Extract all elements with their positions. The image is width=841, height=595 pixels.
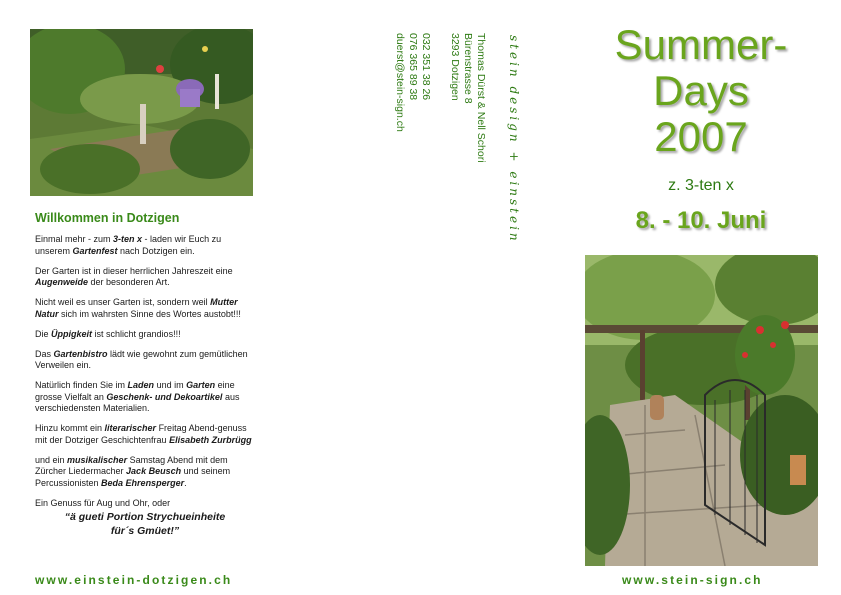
brand-script-vertical: stein design + einstein <box>507 35 521 244</box>
event-dates: 8. - 10. Juni <box>635 207 767 234</box>
paragraph-friday: Hinzu kommt ein literarischer Freitag Abend-genuss mit der Dotziger Geschichtenfrau Elisabeth Zurbrügg <box>35 423 252 445</box>
contact-name: Thomas Dürst & Nell Schori <box>475 33 487 163</box>
paragraph-bistro: Das Gartenbistro lädt wie gewohnt zum gemütlichen Verweilen ein. <box>35 348 248 370</box>
paragraph-season: Der Garten ist in dieser herrlichen Jahreszeit eine Augenweide der besonderen Art. <box>35 265 233 287</box>
contact-email[interactable]: duerst@stein-sign.ch <box>394 33 406 132</box>
paragraph-nature: Nicht weil es unser Garten ist, sondern weil Mutter Natur sich im wahrsten Sinne des Wortes austobt!!! <box>35 297 241 319</box>
quote-line-2: für´s Gmüet!” <box>110 525 180 537</box>
garden-photo-left <box>30 29 253 196</box>
paragraph-lushness: Die Üppigkeit ist schlicht grandios!!! <box>35 328 181 339</box>
website-link-einstein[interactable]: www.einstein-dotzigen.ch <box>35 573 233 587</box>
title-line-1: Summer- <box>614 21 788 68</box>
paragraph-saturday: und ein musikalischer Samstag Abend mit dem Zürcher Liedermacher Jack Beusch und seinem Percussionisten Beda Ehrensperger. <box>35 454 231 488</box>
garden-photo-right <box>585 255 818 566</box>
event-subtitle: z. 3-ten x <box>668 177 734 194</box>
paragraph-closing: Ein Genuss für Aug und Ohr, oder <box>35 497 171 508</box>
contact-phone-2: 076 365 89 38 <box>407 33 419 101</box>
quote-line-1: “ä gueti Portion Strychueinheite <box>64 511 226 523</box>
event-title <box>585 22 817 160</box>
website-link-stein-sign[interactable]: www.stein-sign.ch <box>622 573 763 587</box>
paragraph-intro: Einmal mehr - zum 3-ten x - laden wir Euch zu unserem Gartenfest nach Dotzigen ein. <box>35 234 222 256</box>
title-line-2: Days <box>653 67 749 114</box>
contact-phone-1: 032 351 38 26 <box>420 33 432 101</box>
title-line-3: 2007 <box>654 113 748 160</box>
welcome-heading: Willkommen in Dotzigen <box>35 211 180 225</box>
contact-street: Bürenstrasse 8 <box>462 33 474 104</box>
contact-city: 3293 Dotzigen <box>449 33 461 101</box>
welcome-text <box>35 234 255 538</box>
paragraph-shop: Natürlich finden Sie im Laden und im Garten eine grosse Vielfalt an Geschenk- und Dekoartikel aus verschiedensten Materialien. <box>35 380 240 413</box>
